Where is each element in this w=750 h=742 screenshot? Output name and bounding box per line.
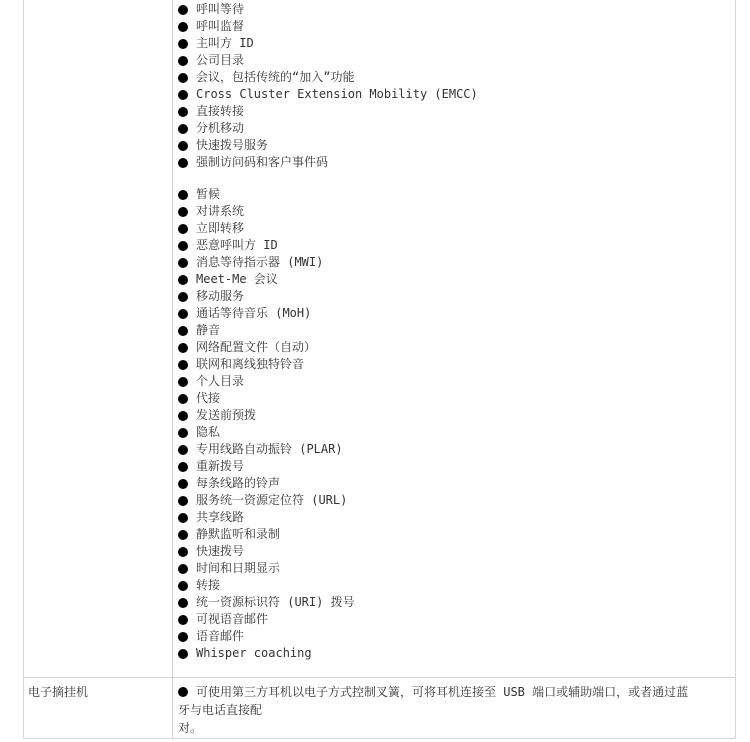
feature-label: 强制访问码和客户事件码 — [196, 155, 329, 169]
feature-list-item — [178, 120, 735, 137]
feature-list-item — [178, 220, 735, 237]
feature-label: 呼叫监督 — [196, 19, 245, 33]
feature-label: 公司目录 — [196, 53, 245, 67]
feature-label: 时间和日期显示 — [196, 561, 281, 575]
feature-list-cell — [173, 0, 736, 678]
feature-label: 会议，包括传统的“加入”功能 — [196, 70, 355, 84]
feature-label: 语音邮件 — [196, 629, 245, 643]
bullet-icon — [178, 224, 188, 234]
feature-label: 快速拨号 — [196, 544, 245, 558]
bullet-icon — [178, 207, 188, 217]
bullet-icon — [178, 5, 188, 15]
feature-list-item — [178, 577, 735, 594]
feature-list-item — [178, 390, 735, 407]
feature-label: 移动服务 — [196, 289, 245, 303]
feature-label: 呼叫等待 — [196, 2, 245, 16]
feature-list-item — [178, 424, 735, 441]
feature-list-item — [178, 137, 735, 154]
bullet-icon — [178, 39, 188, 49]
feature-list-item — [178, 254, 735, 271]
row-label: 电子摘挂机 — [28, 685, 89, 699]
table-row — [24, 678, 736, 739]
bullet-icon — [178, 377, 188, 387]
table-row — [24, 0, 736, 678]
bullet-icon — [178, 615, 188, 625]
bullet-icon — [178, 158, 188, 168]
feature-list-item — [178, 288, 735, 305]
feature-list-item — [178, 35, 735, 52]
bullet-icon — [178, 581, 188, 591]
feature-list-item — [178, 628, 735, 645]
feature-label: 每条线路的铃声 — [196, 476, 281, 490]
feature-label: 暂候 — [196, 187, 221, 201]
bullet-icon — [178, 496, 188, 506]
feature-label: 联网和离线独特铃音 — [196, 357, 305, 371]
feature-list-item — [178, 373, 735, 390]
bullet-icon — [178, 107, 188, 117]
bullet-icon — [178, 73, 188, 83]
bullet-icon — [178, 649, 188, 659]
feature-table — [23, 0, 736, 739]
feature-list-item — [178, 611, 735, 628]
feature-list-item — [178, 52, 735, 69]
feature-list-item — [178, 407, 735, 424]
feature-list-item — [178, 543, 735, 560]
bullet-icon — [178, 343, 188, 353]
bullet-icon — [178, 124, 188, 134]
feature-label: Whisper coaching — [196, 646, 312, 660]
bullet-icon — [178, 428, 188, 438]
feature-label: 网络配置文件（自动） — [196, 340, 317, 354]
feature-label: 专用线路自动振铃 (PLAR) — [196, 442, 343, 456]
feature-label: 可视语音邮件 — [196, 612, 269, 626]
feature-list-item — [178, 441, 735, 458]
bullet-icon — [178, 513, 188, 523]
bullet-icon — [178, 275, 188, 285]
feature-label: 代接 — [196, 391, 221, 405]
feature-label: 直接转接 — [196, 104, 245, 118]
row-description-cell — [173, 678, 736, 739]
feature-label: 消息等待指示器 (MWI) — [196, 255, 324, 269]
feature-list-item — [178, 203, 735, 220]
feature-label: 分机移动 — [196, 121, 245, 135]
feature-label: 重新拨号 — [196, 459, 245, 473]
bullet-icon — [178, 479, 188, 489]
bullet-icon — [178, 687, 188, 697]
feature-list-item — [178, 594, 735, 611]
feature-list-item — [178, 305, 735, 322]
feature-label: 共享线路 — [196, 510, 245, 524]
row-label-cell — [24, 678, 173, 739]
feature-label: 转接 — [196, 578, 221, 592]
bullet-icon — [178, 564, 188, 574]
bullet-icon — [178, 309, 188, 319]
feature-list-item — [178, 339, 735, 356]
feature-list-item — [178, 322, 735, 339]
feature-list-item — [178, 86, 735, 103]
bullet-icon — [178, 632, 188, 642]
feature-label: 立即转移 — [196, 221, 245, 235]
feature-list-item — [178, 526, 735, 543]
feature-list — [173, 0, 735, 677]
bullet-icon — [178, 360, 188, 370]
feature-list-item — [178, 1, 735, 18]
feature-label: 发送前预拨 — [196, 408, 257, 422]
feature-label: 主叫方 ID — [196, 36, 254, 50]
description-line: 对。 — [178, 721, 203, 735]
description-line: 牙与电话直接配 — [178, 703, 263, 717]
bullet-icon — [178, 258, 188, 268]
feature-label: 静默监听和录制 — [196, 527, 281, 541]
feature-list-item — [178, 186, 735, 203]
feature-label: 对讲系统 — [196, 204, 245, 218]
feature-list-item — [178, 458, 735, 475]
bullet-icon — [178, 530, 188, 540]
feature-label: 静音 — [196, 323, 221, 337]
bullet-icon — [178, 445, 188, 455]
bullet-icon — [178, 462, 188, 472]
feature-label: 恶意呼叫方 ID — [196, 238, 278, 252]
feature-list-item — [178, 645, 735, 662]
bullet-icon — [178, 394, 188, 404]
feature-list-item — [178, 103, 735, 120]
feature-list-item — [178, 154, 735, 171]
description-line: 可使用第三方耳机以电子方式控制叉簧，可将耳机连接至 USB 端口或辅助端口，或者通过蓝 — [196, 685, 689, 699]
bullet-icon — [178, 292, 188, 302]
bullet-icon — [178, 90, 188, 100]
feature-list-item — [178, 492, 735, 509]
feature-list-item — [178, 475, 735, 492]
feature-list-item — [178, 69, 735, 86]
feature-label: 统一资源标识符 (URI) 拨号 — [196, 595, 355, 609]
bullet-icon — [178, 326, 188, 336]
bullet-icon — [178, 598, 188, 608]
bullet-icon — [178, 241, 188, 251]
feature-list-item — [178, 356, 735, 373]
bullet-icon — [178, 547, 188, 557]
bullet-icon — [178, 411, 188, 421]
feature-label: 个人目录 — [196, 374, 245, 388]
bullet-icon — [178, 22, 188, 32]
feature-label: 服务统一资源定位符 (URL) — [196, 493, 348, 507]
bullet-icon — [178, 190, 188, 200]
feature-list-item — [178, 560, 735, 577]
row-label-cell — [24, 0, 173, 678]
feature-list-item — [178, 271, 735, 288]
row-description — [173, 678, 735, 737]
feature-label: 快速拨号服务 — [196, 138, 269, 152]
feature-list-item — [178, 509, 735, 526]
feature-label: 通话等待音乐 (MoH) — [196, 306, 312, 320]
feature-label: 隐私 — [196, 425, 221, 439]
feature-list-item — [178, 237, 735, 254]
feature-list-item — [178, 18, 735, 35]
bullet-icon — [178, 56, 188, 66]
feature-label: Cross Cluster Extension Mobility (EMCC) — [196, 87, 478, 101]
bullet-icon — [178, 141, 188, 151]
feature-label: Meet-Me 会议 — [196, 272, 278, 286]
